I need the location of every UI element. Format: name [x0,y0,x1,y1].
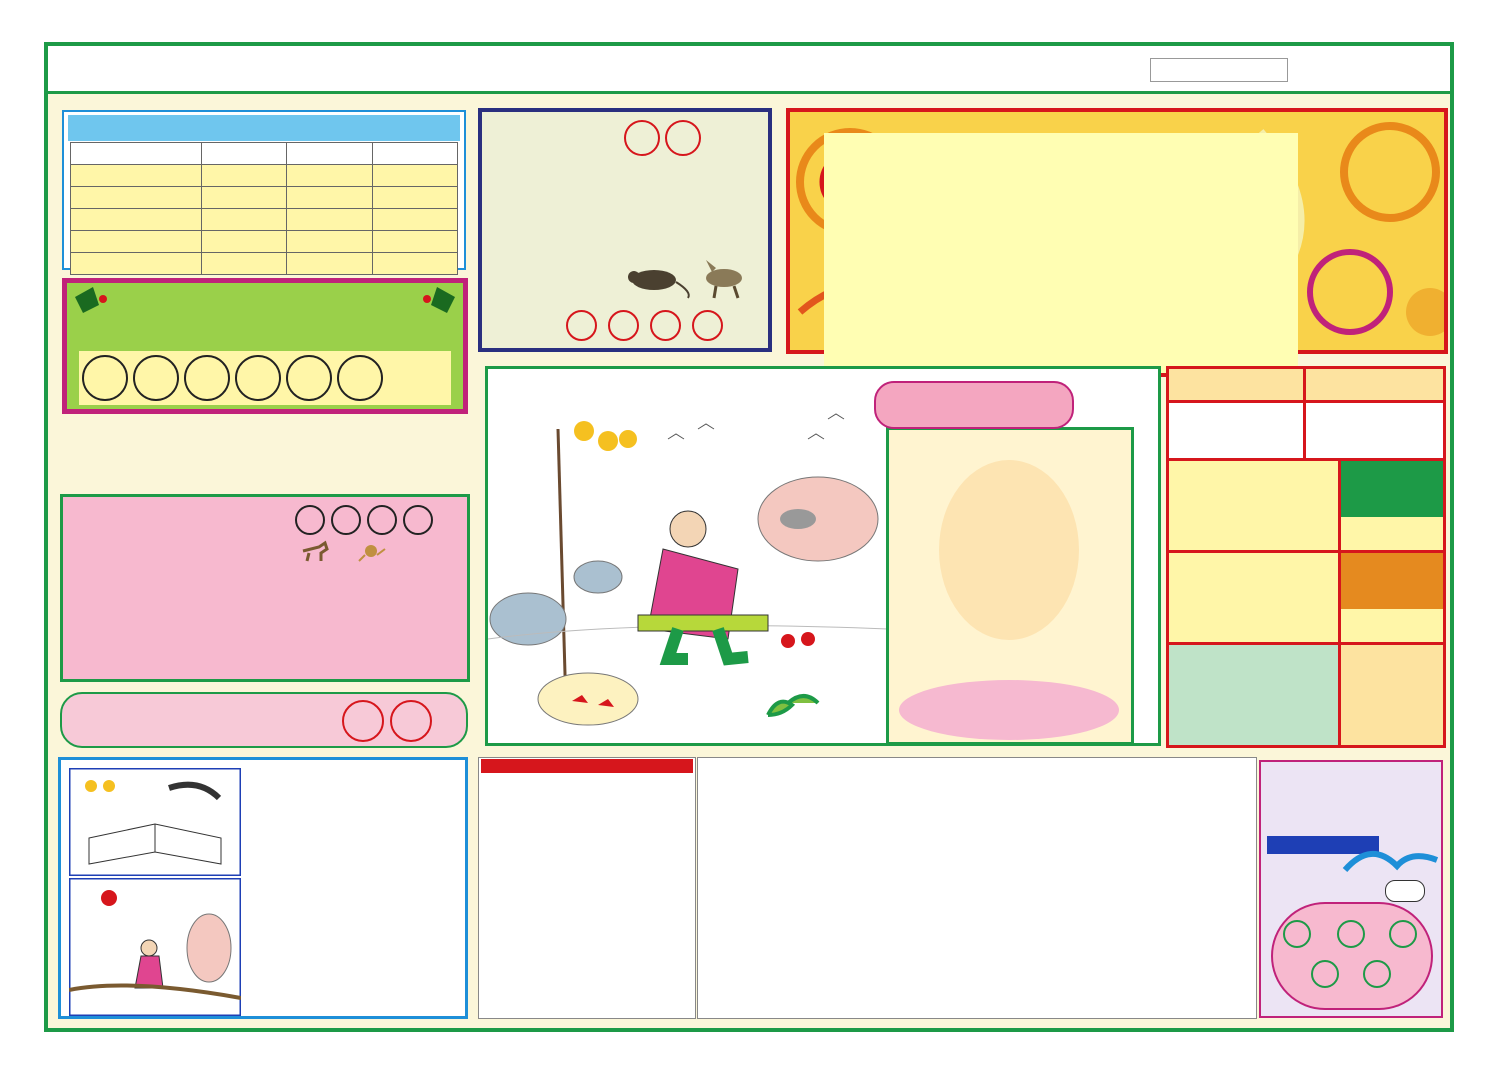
provide-cell [372,253,457,275]
strategy-ball [1363,960,1391,988]
weak-cell [287,209,372,231]
strong-cell [202,231,287,253]
strong-cell [202,253,287,275]
lucky-ball [295,505,325,535]
odd-even-value [1306,403,1443,461]
strategy-ball [1389,920,1417,948]
analysis-ball [235,355,281,401]
boy-illustration-icon [488,369,888,743]
provide-cell [372,165,457,187]
computer-analysis-panel [62,278,468,414]
table-row [71,187,458,209]
count-value [1341,609,1443,645]
col-head-weak [287,143,372,165]
strong-weak-title [68,115,460,141]
strategy-ball [1311,960,1339,988]
door-cell [71,165,202,187]
sister-codes [342,700,432,746]
open-result-panel [1166,366,1446,748]
history-title [481,759,693,773]
weak-cell [287,165,372,187]
open-number [1169,553,1341,645]
table-row [71,231,458,253]
strong-cell [202,165,287,187]
treasure-map-panel [485,366,1161,746]
table-row [71,165,458,187]
strategy-ball [1337,920,1365,948]
lucky-ball [331,505,361,535]
analysis-ball [82,355,128,401]
famous-number [1341,645,1443,745]
weak-cell [287,187,372,209]
weak-cell [287,253,372,275]
sister-ball [342,700,384,742]
picture-panel [58,757,468,1019]
special-code-panel [478,108,772,352]
provide-ball [608,310,639,341]
issue-box [1150,58,1288,82]
lucky-ball [403,505,433,535]
provide-ball [566,310,597,341]
book-illustration-icon [69,768,241,876]
weak-cell [287,231,372,253]
big-small-value [1169,403,1306,461]
famous-pick-box [1169,645,1341,745]
col-head-provide [372,143,457,165]
provide-ball [692,310,723,341]
count-label-box [1341,553,1443,609]
count-label-box [1341,461,1443,517]
trend-chart [698,758,1256,1018]
lucky-panel [60,494,470,682]
horse-monkey-icon [299,539,389,563]
analysis-ball [133,355,179,401]
col-head-strong [202,143,287,165]
count-value [1341,517,1443,553]
history-panel [478,757,696,1019]
strategy-ball [1283,920,1311,948]
buddha-illustration-icon [889,430,1131,742]
special-codes [624,120,701,160]
door-cell [71,231,202,253]
provide-numbers [566,310,723,345]
sister-code-panel [60,692,468,748]
buddha-poem-panel [886,427,1134,745]
treasure-map-title [874,381,1074,429]
table-row [71,209,458,231]
trend-chart-panel [697,757,1257,1019]
lucky-ball [367,505,397,535]
rat-dog-illustration-icon [622,256,752,300]
open-label [1306,369,1443,403]
strategy-numbers [1271,902,1433,1010]
door-cell [71,209,202,231]
provide-ball [650,310,681,341]
strong-weak-panel [62,110,466,270]
strong-cell [202,209,287,231]
analysis-ball [337,355,383,401]
special-code-ball [624,120,660,156]
provide-cell [372,187,457,209]
computer-numbers [79,351,451,405]
lucky-codes [295,505,433,540]
special-code-ball [665,120,701,156]
provide-cell [372,209,457,231]
provide-cell [372,231,457,253]
banner-blank-panel [824,133,1298,377]
analysis-ball [184,355,230,401]
header-bar [48,46,1450,94]
scholar-illustration-icon [69,878,241,1016]
open-label [1169,369,1306,403]
analysis-ball [286,355,332,401]
sister-ball [390,700,432,742]
compound-tag [1385,880,1425,902]
open-number [1169,461,1341,553]
door-cell [71,253,202,275]
col-head-door [71,143,202,165]
strong-cell [202,187,287,209]
door-cell [71,187,202,209]
strong-weak-table [70,142,458,275]
table-row [71,253,458,275]
strategy-panel [1259,760,1443,1018]
holly-decoration-icon [69,285,461,315]
